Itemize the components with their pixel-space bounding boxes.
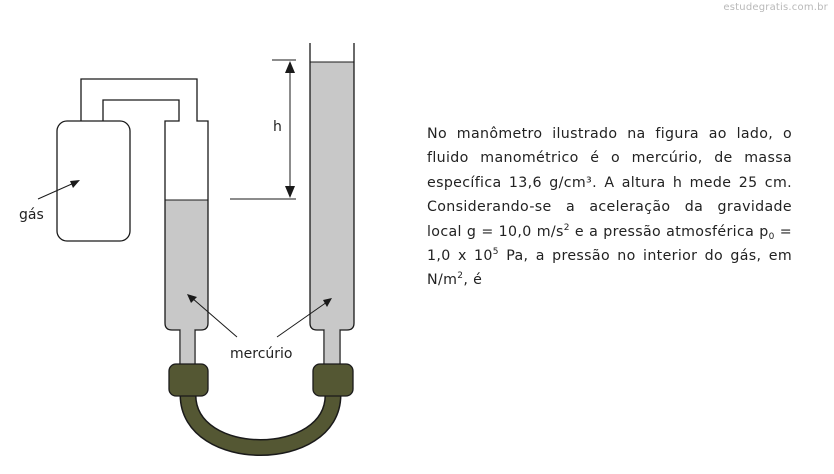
height-arrow-top [285, 61, 295, 73]
gas-container [57, 121, 130, 241]
problem-text-part2: e a pressão atmosférica p [569, 223, 769, 240]
watermark: estudegratis.com.br [723, 2, 828, 13]
mercury-label: mercúrio [230, 346, 293, 362]
problem-text-part1: No manômetro ilustrado na figura ao lado, o fluido manométrico é o mercúrio, de massa específica 13,6 g/cm³. A altura h mede 25 cm. Considerando-se a aceleração da gravidade local g = 10,0 m/s [427, 126, 792, 240]
left-mercury [165, 200, 208, 330]
area-unit-exponent: 2 [457, 271, 464, 282]
pressure-subscript: 0 [768, 231, 775, 242]
right-mercury [310, 62, 354, 330]
power-of-ten-exponent: 5 [492, 247, 499, 258]
left-neck-fill [181, 330, 194, 364]
height-arrow-bottom [285, 186, 295, 198]
height-label: h [273, 119, 282, 135]
problem-text-part4: Pa, a pressão no interior do gás, em N/m [427, 248, 792, 289]
left-hose-collar [169, 364, 208, 396]
right-neck-fill [325, 330, 339, 364]
problem-text-part3: = 1,0 x 10 [427, 223, 792, 265]
gravity-unit-exponent: 2 [563, 222, 570, 233]
problem-statement [427, 122, 792, 293]
right-hose-collar [313, 364, 353, 396]
problem-text-part5: , é [463, 272, 483, 289]
gas-label: gás [19, 207, 44, 223]
